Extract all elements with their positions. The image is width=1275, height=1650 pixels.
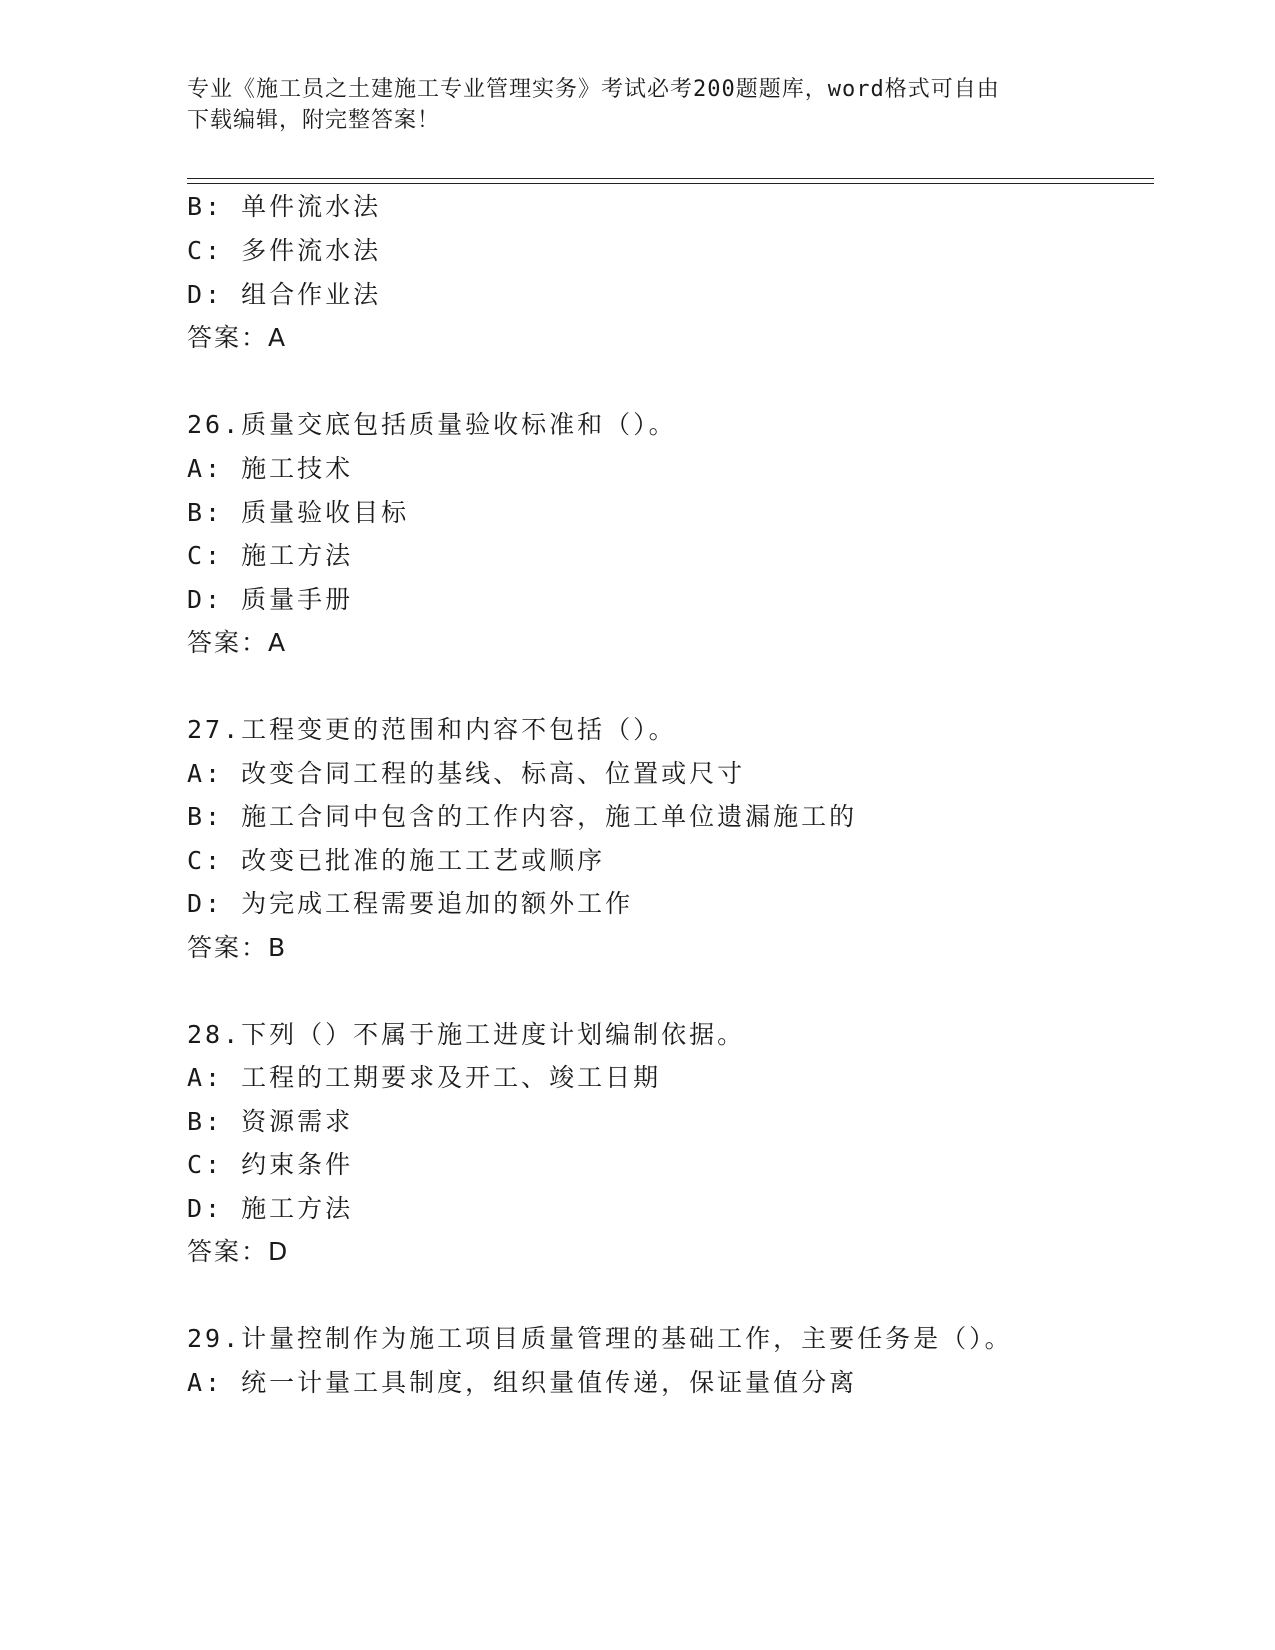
option-a: A: 统一计量工具制度，组织量值传递，保证量值分离 [187,1368,858,1397]
header-line-1: 专业《施工员之土建施工专业管理实务》考试必考200题题库，word格式可自由 [187,77,1000,102]
option-a: A: 施工技术 [187,454,354,483]
option-b: B: 施工合同中包含的工作内容，施工单位遗漏施工的 [187,802,858,831]
answer-line: 答案：A [187,323,288,352]
option-b: B: 资源需求 [187,1107,354,1136]
question-29: 29.计量控制作为施工项目质量管理的基础工作，主要任务是（）。 [187,1324,1013,1353]
option-a: A: 工程的工期要求及开工、竣工日期 [187,1063,662,1092]
option-c: C: 多件流水法 [187,236,382,265]
answer-line: 答案：A [187,628,288,657]
question-26: 26.质量交底包括质量验收标准和（）。 [187,410,677,439]
option-d: D: 为完成工程需要追加的额外工作 [187,889,634,918]
option-b: B: 质量验收目标 [187,498,410,527]
option-c: C: 改变已批准的施工工艺或顺序 [187,846,606,875]
answer-line: 答案：B [187,933,288,962]
option-d: D: 质量手册 [187,585,354,614]
option-c: C: 施工方法 [187,541,354,570]
header-line-2: 下载编辑，附完整答案！ [187,108,441,133]
option-d: D: 施工方法 [187,1194,354,1223]
question-27: 27.工程变更的范围和内容不包括（）。 [187,715,677,744]
header-divider-top [187,178,1154,179]
option-a: A: 改变合同工程的基线、标高、位置或尺寸 [187,759,746,788]
option-d: D: 组合作业法 [187,280,382,309]
answer-line: 答案：D [187,1237,290,1266]
question-28: 28.下列（）不属于施工进度计划编制依据。 [187,1020,746,1049]
header-divider-bottom [187,183,1154,184]
option-c: C: 约束条件 [187,1150,354,1179]
document-header [187,74,1087,136]
option-b: B: 单件流水法 [187,192,382,221]
